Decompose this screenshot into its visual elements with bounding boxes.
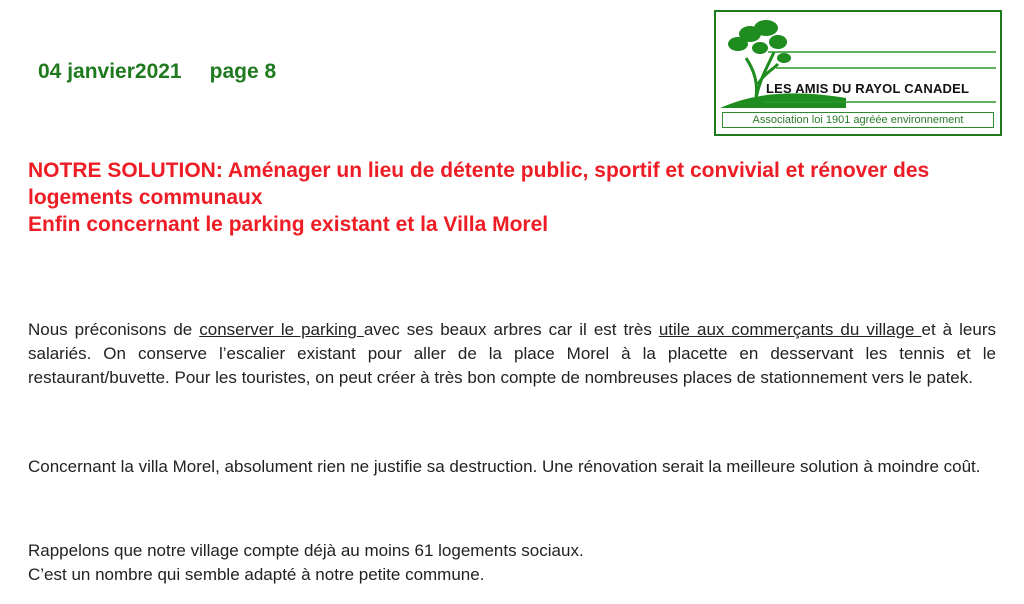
- document-date-header: [38, 60, 276, 84]
- paragraph-line-1: Rappelons que notre village compte déjà au moins 61 logements sociaux.: [28, 541, 584, 560]
- document-date: 04 janvier2021: [38, 60, 182, 83]
- headline-line-3: Enfin concernant le parking existant et la Villa Morel: [28, 213, 549, 236]
- association-logo: [714, 10, 1002, 136]
- solution-headline: [28, 157, 988, 238]
- paragraph-logements: [28, 539, 996, 587]
- paragraph-villa-morel: Concernant la villa Morel, absolument rien ne justifie sa destruction. Une rénovation serait la meilleure solution à moindre coût.: [28, 457, 981, 476]
- logo-subtitle: Association loi 1901 agréée environnement: [722, 112, 994, 128]
- underlined-text: utile aux commerçants du village: [658, 320, 922, 339]
- paragraph-parking: [28, 318, 996, 390]
- paragraph-text: et à leurs salariés. On conserve l’escalier existant pour aller de la place Morel à la placette en desservant les tennis et le restaurant/buvette. Pour les touristes, on peut créer à très bon compte de nombreuses places de stationnement vers le patek.: [28, 320, 996, 387]
- paragraph-text: Nous préconisons de: [28, 320, 200, 339]
- paragraph-text: avec ses beaux arbres car il est très: [363, 320, 659, 339]
- paragraph-line-2: C’est un nombre qui semble adapté à notre petite commune.: [28, 565, 485, 584]
- headline-line-1: NOTRE SOLUTION: Aménager un lieu de détente public, sportif et convivial et rénover des: [28, 159, 930, 182]
- headline-line-2: logements communaux: [28, 186, 263, 209]
- page-number: page 8: [209, 60, 277, 83]
- underlined-text: conserver le parking: [199, 320, 364, 339]
- logo-association-name: LES AMIS DU RAYOL CANADEL: [766, 81, 970, 96]
